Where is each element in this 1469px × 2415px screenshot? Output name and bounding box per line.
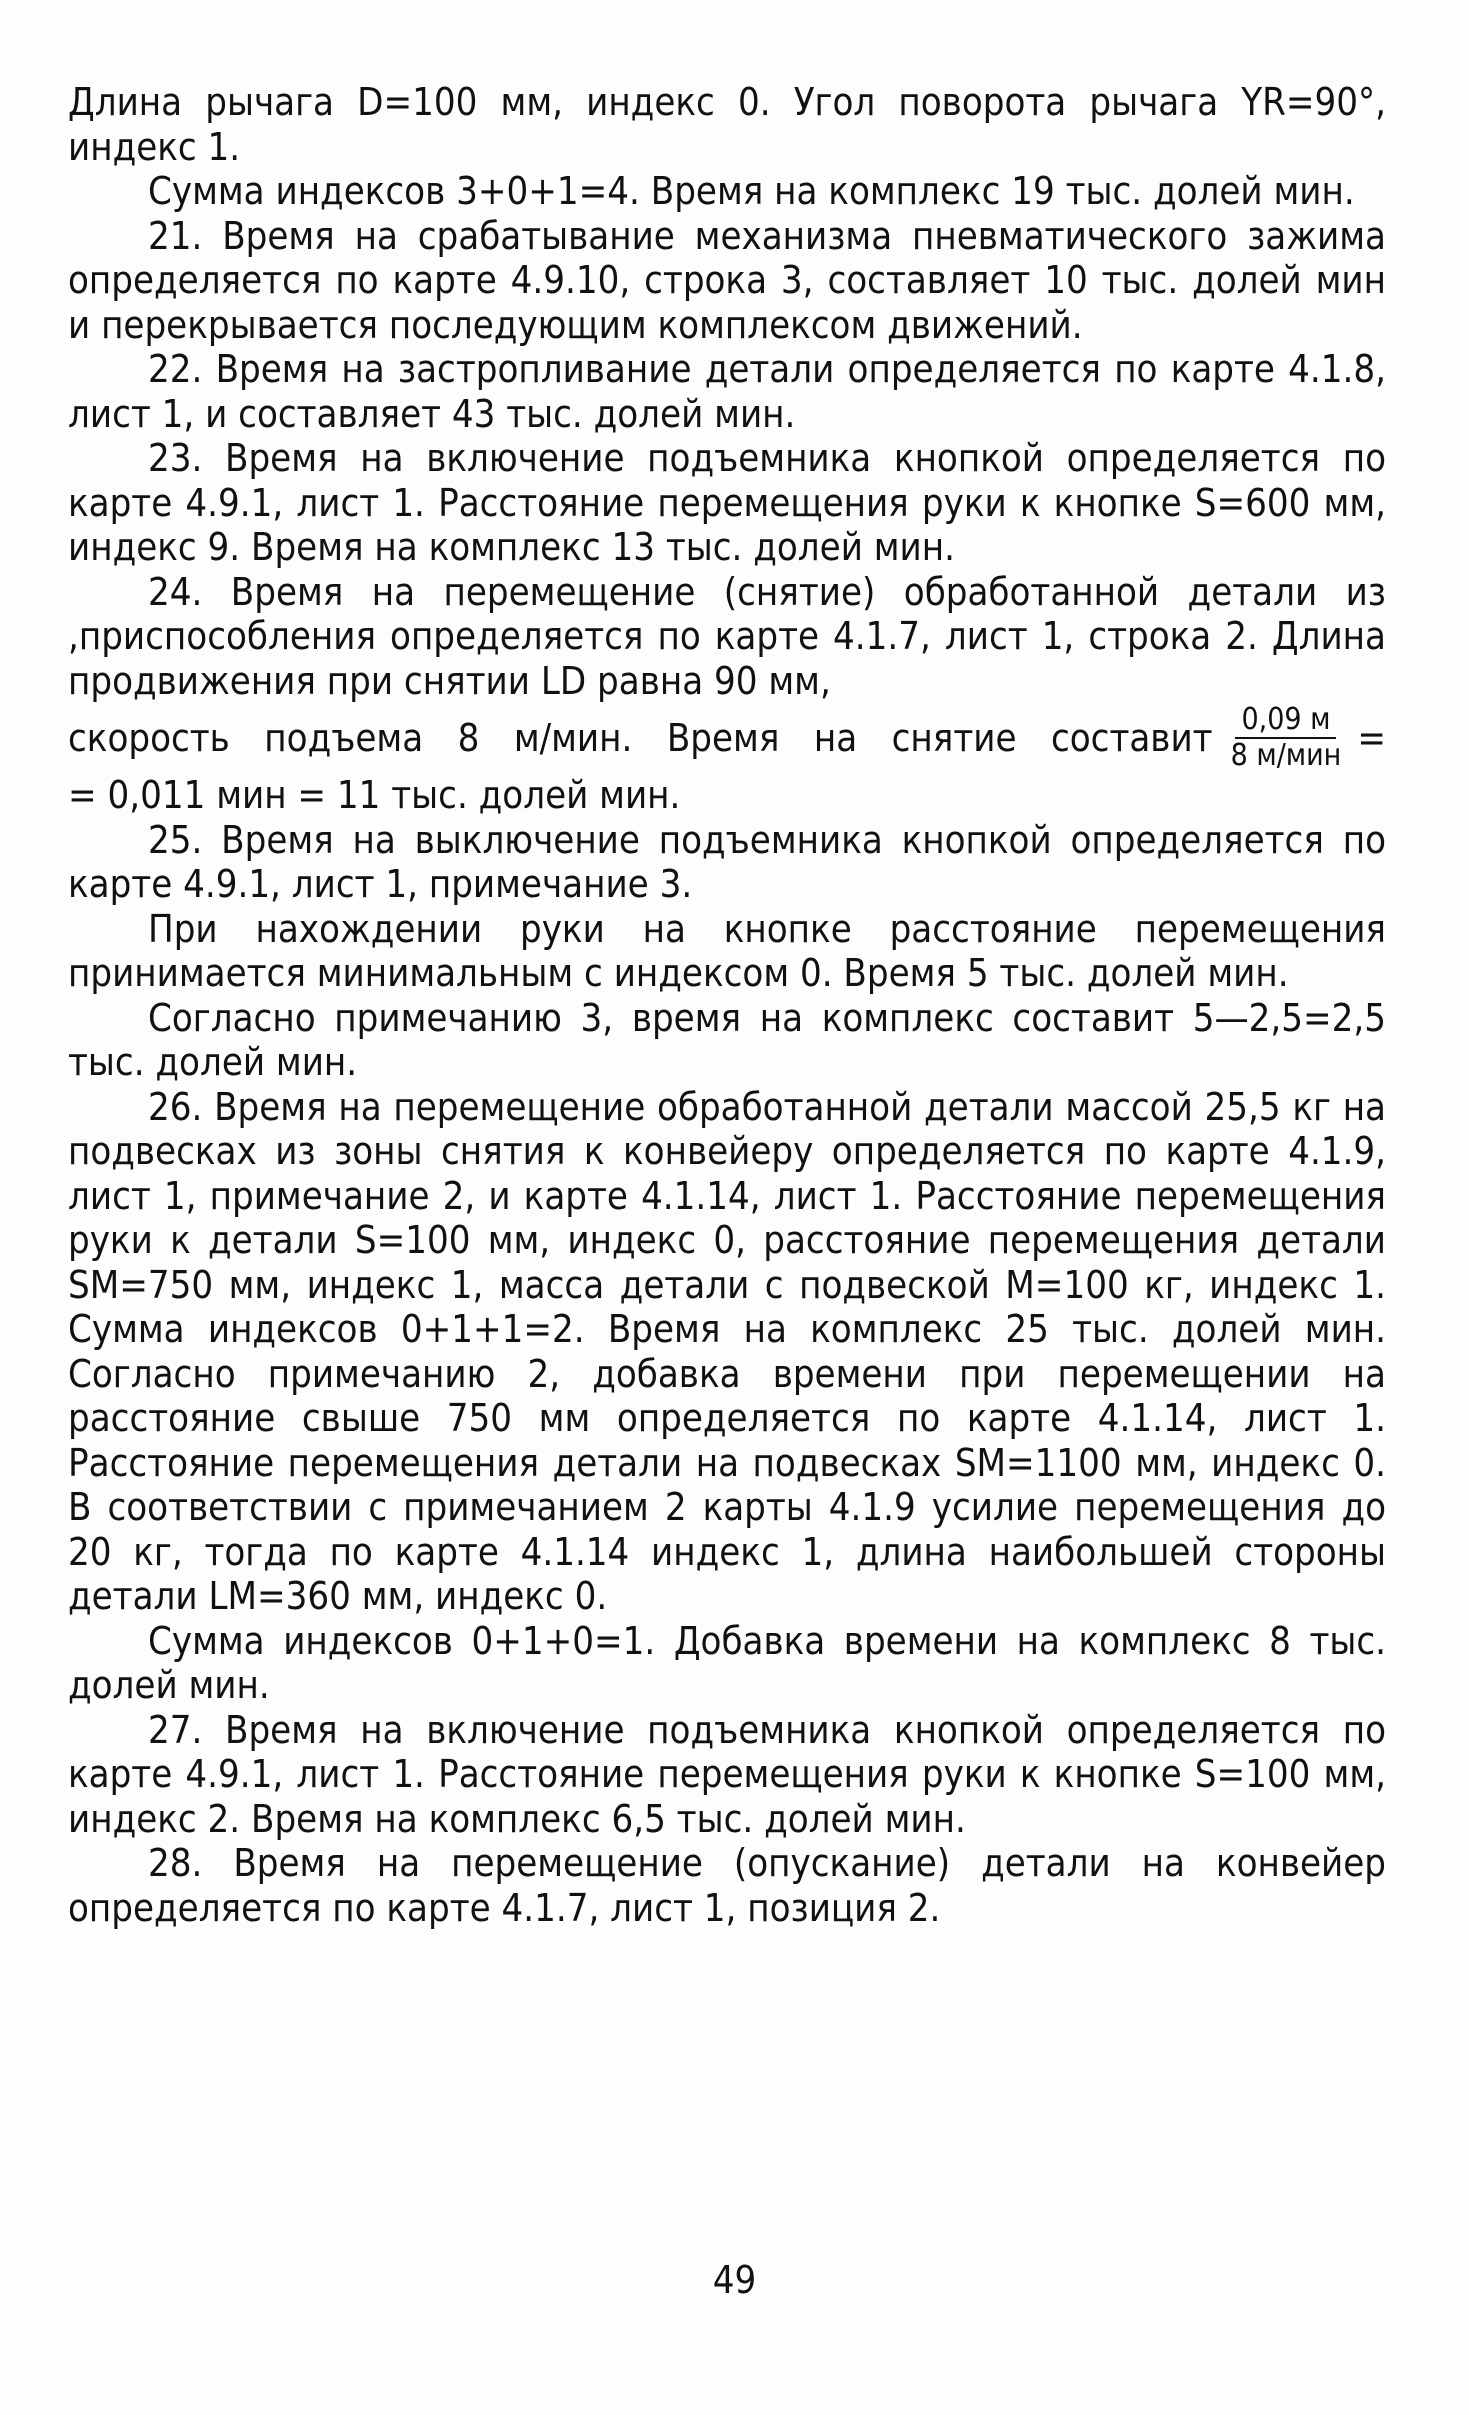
- paragraph-21: 21. Время на срабатывание механизма пневматического зажима определяется по карте 4.9.10, строка 3, составляет 10 тыс. долей мин и перекрывается последующим комплексом движений.: [68, 213, 1386, 347]
- paragraph-23: 23. Время на включение подъемника кнопкой определяется по карте 4.9.1, лист 1. Расстояние перемещения руки к кнопке S=600 мм, индекс 9. Время на комплекс 13 тыс. долей мин.: [68, 436, 1386, 569]
- paragraph-index-sum-2: Сумма индексов 0+1+0=1. Добавка времени на комплекс 8 тыс. долей мин.: [68, 1618, 1386, 1707]
- fraction-lead-text: скорость подъема 8 м/мин. Время на снятие составит: [68, 715, 1213, 760]
- paragraph-28: 28. Время на перемещение (опускание) детали на конвейер определяется по карте 4.1.7, лист 1, позиция 2.: [68, 1841, 1386, 1930]
- fraction-line: [68, 703, 1386, 773]
- fraction: [1225, 703, 1348, 773]
- paragraph-result-24: = 0,011 мин = 11 тыс. долей мин.: [68, 773, 681, 817]
- paragraph-27: 27. Время на включение подъемника кнопкой определяется по карте 4.9.1, лист 1. Расстояние перемещения руки к кнопке S=100 мм, индекс 2. Время на комплекс 6,5 тыс. долей мин.: [68, 1707, 1386, 1841]
- paragraph-index-sum-1: Сумма индексов 3+0+1=4. Время на комплекс 19 тыс. долей мин.: [148, 169, 1355, 213]
- paragraph-25: 25. Время на выключение подъемника кнопкой определяется по карте 4.9.1, лист 1, примечание 3.: [68, 817, 1386, 906]
- text-column: [68, 80, 1386, 1930]
- page-number: 49: [712, 2258, 757, 2302]
- fraction-equals: =: [1357, 715, 1386, 760]
- paragraph-22: 22. Время на застропливание детали определяется по карте 4.1.8, лист 1, и составляет 43 тыс. долей мин.: [68, 347, 1386, 436]
- paragraph-note-3: Согласно примечанию 3, время на комплекс составит 5—2,5=2,5 тыс. долей мин.: [68, 995, 1386, 1084]
- fraction-denominator: 8 м/мин: [1230, 738, 1342, 773]
- paragraph-hand-on-button: При нахождении руки на кнопке расстояние перемещения принимается минимальным с индексом 0. Время 5 тыс. долей мин.: [68, 906, 1386, 995]
- paragraph-lever: Длина рычага D=100 мм, индекс 0. Угол поворота рычага YR=90°, индекс 1.: [68, 80, 1386, 169]
- fraction-numerator: 0,09 м: [1235, 703, 1336, 739]
- paragraph-26: 26. Время на перемещение обработанной детали массой 25,5 кг на подвесках из зоны снятия к конвейеру определяется по карте 4.1.9, лист 1, примечание 2, и карте 4.1.14, лист 1. Расстояние перемещения руки к детали S=100 мм, индекс 0, расстояние перемещения детали SM=750 мм, индекс 1, масса детали с подвеской M=100 кг, индекс 1. Сумма индексов 0+1+1=2. Время на комплекс 25 тыс. долей мин. Согласно примечанию 2, добавка времени при перемещении на расстояние свыше 750 мм определяется по карте 4.1.14, лист 1. Расстояние перемещения детали на подвесках SM=1100 мм, индекс 0. В соответствии с примечанием 2 карты 4.1.9 усилие перемещения до 20 кг, тогда по карте 4.1.14 индекс 1, длина наибольшей стороны детали LM=360 мм, индекс 0.: [68, 1084, 1386, 1618]
- paragraph-24: 24. Время на перемещение (снятие) обработанной детали из ,приспособления определяется по карте 4.1.7, лист 1, строка 2. Длина продвижения при снятии LD равна 90 мм,: [68, 569, 1386, 703]
